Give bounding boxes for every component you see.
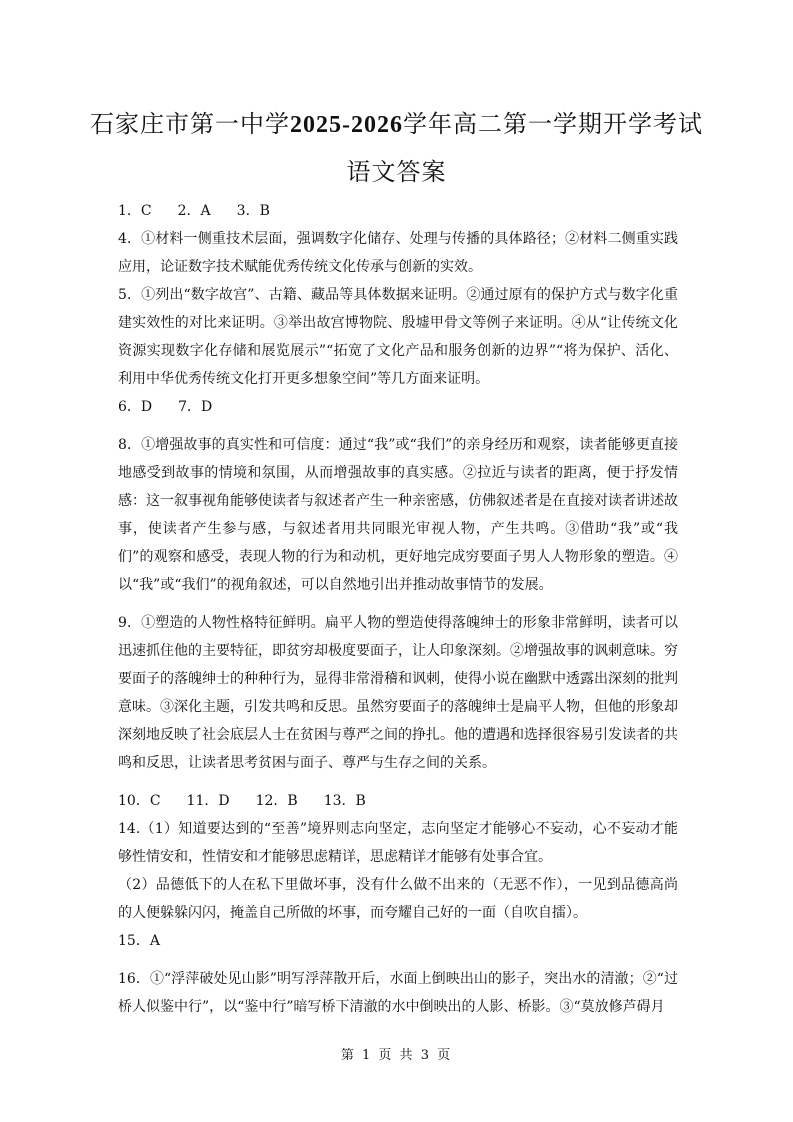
answer-item: 12．B (255, 793, 298, 809)
answer-item: 1．C (118, 203, 152, 219)
answer-content (118, 197, 678, 1021)
document-subtitle: 语文答案 (346, 158, 447, 186)
page-number: 第 1 页 共 3 页 (340, 1048, 453, 1063)
answer-item: 11．D (186, 793, 230, 809)
title-text-school: 石家庄市第一中学 (90, 110, 290, 138)
answer-item: 7．D (178, 399, 213, 415)
answer-item: 10．C (118, 793, 161, 809)
answer-8: 8．①增强故事的真实性和可信度：通过“我”或“我们”的亲身经历和观察，读者能够更直接地感受到故事的情境和氛围，从而增强故事的真实感。②拉近与读者的距离，便于抒发情感：这一叙事视角能够使读者与叙述者产生一种亲密感，仿佛叙述者是在直接对读者讲述故事，使读者产生参与感，与叙述者用共同眼光审视人物，产生共鸣。③借助“我”或“我们”的观察和感受，表现人物的行为和动机，更好地完成穷要面子男人人物形象的塑造。④以“我”或“我们”的视角叙述，可以自然地引出并推动故事情节的发展。 (118, 437, 678, 593)
answer-4: 4．①材料一侧重技术层面，强调数字化储存、处理与传播的具体路径；②材料二侧重实践应用，论证数字技术赋能优秀传统文化传承与创新的实效。 (118, 231, 678, 275)
answer-14-1: 14.（1）知道要达到的“至善”境界则志向坚定，志向坚定才能够心不妄动，心不妄动才能够性情安和，性情安和才能够思虑精详，思虑精详才能够有处事合宜。 (118, 821, 678, 865)
title-text-exam: 学年高二第一学期开学考试 (403, 110, 703, 138)
answer-item: 2．A (177, 203, 211, 219)
answer-16: 16．①“浮萍破处见山影”明写浮萍散开后，水面上倒映出山的影子，突出水的清澈；②“过桥人似鉴中行”，以“鉴中行”暗写桥下清澈的水中倒映出的人影、桥影。③“莫放修芦碍月 (118, 971, 678, 1015)
answer-item: 6．D (118, 399, 153, 415)
answer-5: 5．①列出“数字故宫”、古籍、藏品等具体数据来证明。②通过原有的保护方式与数字化重建实效性的对比来证明。③举出故宫博物院、殷墟甲骨文等例子来证明。④从“让传统文化资源实现数字化存储和展览展示”“拓宽了文化产品和服务创新的边界”“将为保护、活化、利用中华优秀传统文化打开更多想象空间”等几方面来证明。 (118, 287, 678, 387)
answer-15: 15．A (118, 933, 160, 949)
title-text-year: 2025-2026 (290, 112, 403, 138)
answers-10-13 (118, 787, 678, 815)
answer-item: 3．B (236, 203, 270, 219)
answers-1-3 (118, 197, 678, 225)
answer-9: 9．①塑造的人物性格特征鲜明。扁平人物的塑造使得落魄绅士的形象非常鲜明，读者可以迅速抓住他的主要特征，即贫穷却极度要面子，让人印象深刻。②增强故事的讽刺意味。穷要面子的落魄绅士的种种行为，显得非常滑稽和讽刺，使得小说在幽默中透露出深刻的批判意味。③深化主题，引发共鸣和反思。虽然穷要面子的落魄绅士是扁平人物，但他的形象却深刻地反映了社会底层人士在贫困与尊严之间的挣扎。他的遭遇和选择很容易引发读者的共鸣和反思，让读者思考贫困与面子、尊严与生存之间的关系。 (118, 615, 678, 771)
answers-6-7 (118, 393, 678, 421)
answer-14-2: （2）品德低下的人在私下里做坏事，没有什么做不出来的（无恶不作），一见到品德高尚的人便躲躲闪闪，掩盖自己所做的坏事，而夸耀自己好的一面（自吹自擂）。 (118, 877, 678, 921)
answer-item: 13．B (323, 793, 366, 809)
document-title (0, 104, 793, 139)
